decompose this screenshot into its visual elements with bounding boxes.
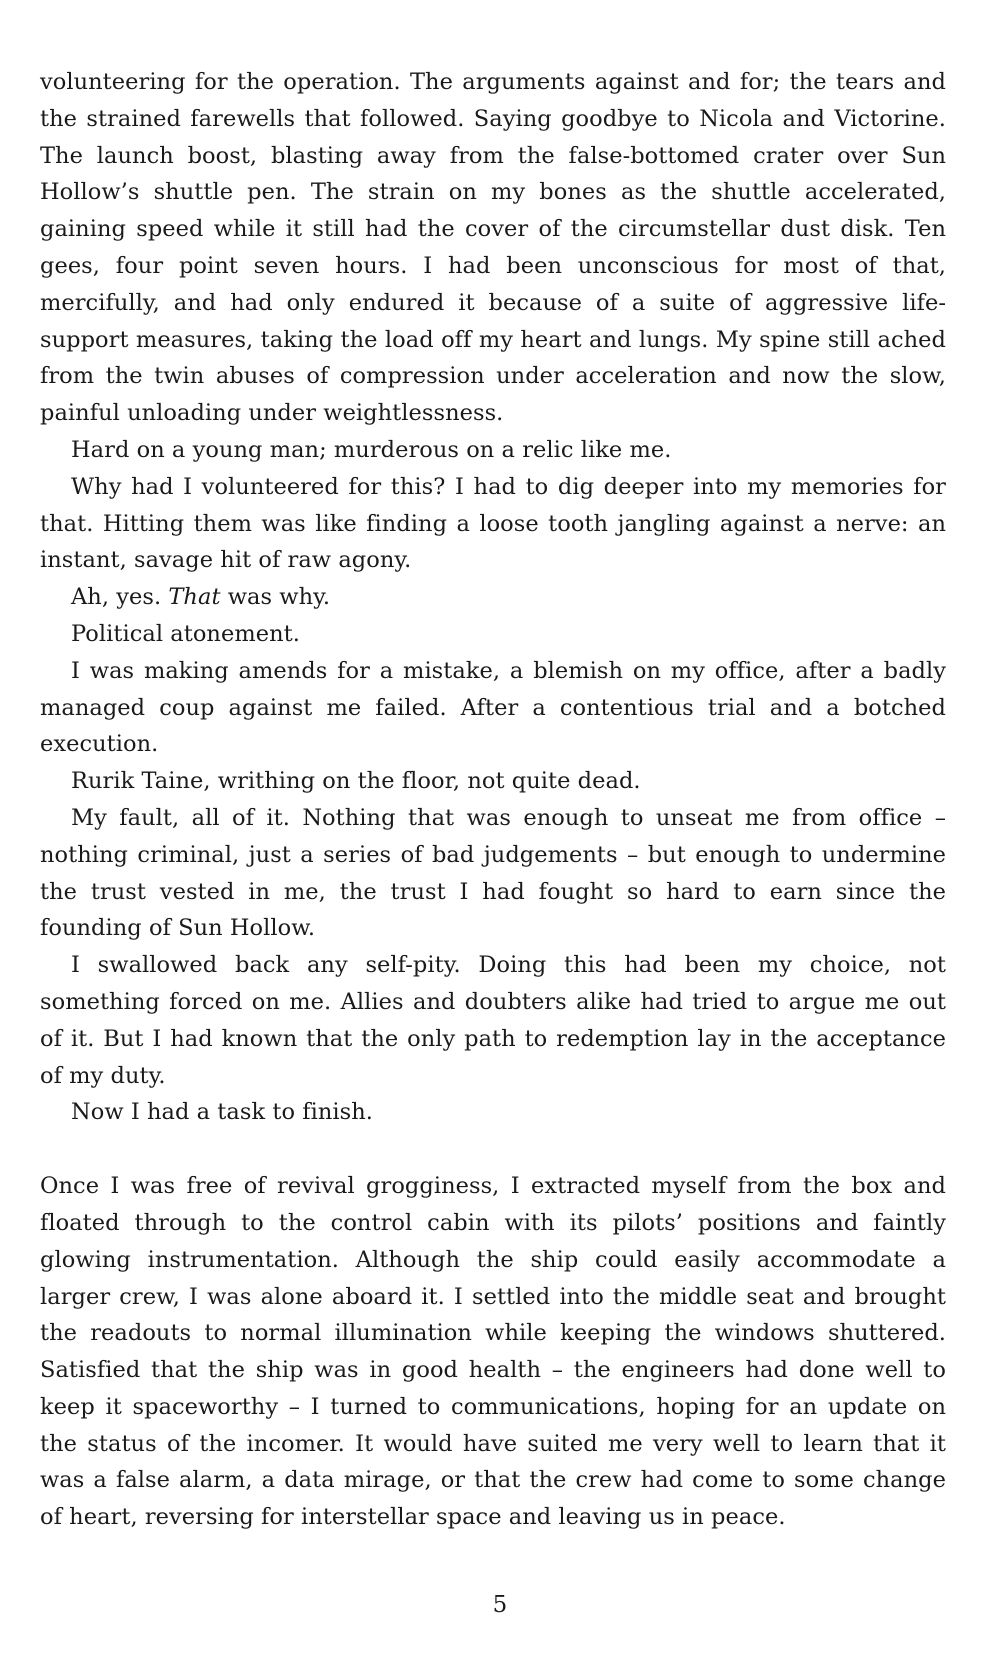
paragraph-text: was why. — [220, 584, 331, 611]
paragraph: Political atonement. — [71, 620, 300, 647]
paragraph: Rurik Taine, writhing on the floor, not quite dead. — [71, 768, 641, 795]
body-text — [40, 64, 946, 1536]
paragraph: Once I was free of revival grogginess, I extracted myself from the box and floated through to the control cabin with its pilots’ positions and faintly glowing instrumentation. Although the ship could easily accommodate a larger crew, I was alone aboard it. I settled into the middle seat and brought the readouts to normal illumination while keeping the windows shuttered. Satisfied that the ship was in good health – the engineers had done well to keep it spaceworthy – I turned to communications, hoping for an update on the status of the incomer. It would have suited me very well to learn that it was a false alarm, a data mirage, or that the crew had come to some change of heart, reversing for interstellar space and leaving us in peace. — [40, 1173, 946, 1531]
page-number: 5 — [492, 1592, 508, 1618]
section-break — [40, 1131, 946, 1168]
paragraph: Why had I volunteered for this? I had to dig deeper into my memories for that. Hitting them was like finding a loose tooth jangling against a nerve: an instant, savage hit of raw agony. — [40, 473, 946, 574]
paragraph: I swallowed back any self-pity. Doing this had been my choice, not something forced on me. Allies and doubters alike had tried to argue me out of it. But I had known that the only path to redemption lay in the acceptance of my duty. — [40, 952, 946, 1089]
paragraph: volunteering for the operation. The arguments against and for; the tears and the strained farewells that followed. Saying goodbye to Nicola and Victorine. The launch boost, blasting away from the false-bottomed crater over Sun Hollow’s shuttle pen. The strain on my bones as the shuttle accelerated, gaining speed while it still had the cover of the circumstellar dust disk. Ten gees, four point seven hours. I had been unconscious for most of that, mercifully, and had only endured it because of a suite of aggressive life-support measures, taking the load off my heart and lungs. My spine still ached from the twin abuses of compression under acceleration and now the slow, painful unloading under weightlessness. — [40, 69, 946, 427]
paragraph: Hard on a young man; murderous on a relic like me. — [71, 436, 672, 463]
paragraph-text: Ah, yes. — [71, 584, 169, 611]
paragraph: I was making amends for a mistake, a blemish on my office, after a badly managed coup against me failed. After a contentious trial and a botched execution. — [40, 657, 946, 758]
paragraph: My fault, all of it. Nothing that was enough to unseat me from office – nothing criminal, just a series of bad judgements – but enough to undermine the trust vested in me, the trust I had fought so hard to earn since the founding of Sun Hollow. — [40, 804, 946, 942]
paragraph: Now I had a task to finish. — [71, 1099, 373, 1126]
paragraph — [40, 579, 946, 616]
emphasis-text: That — [168, 584, 221, 611]
